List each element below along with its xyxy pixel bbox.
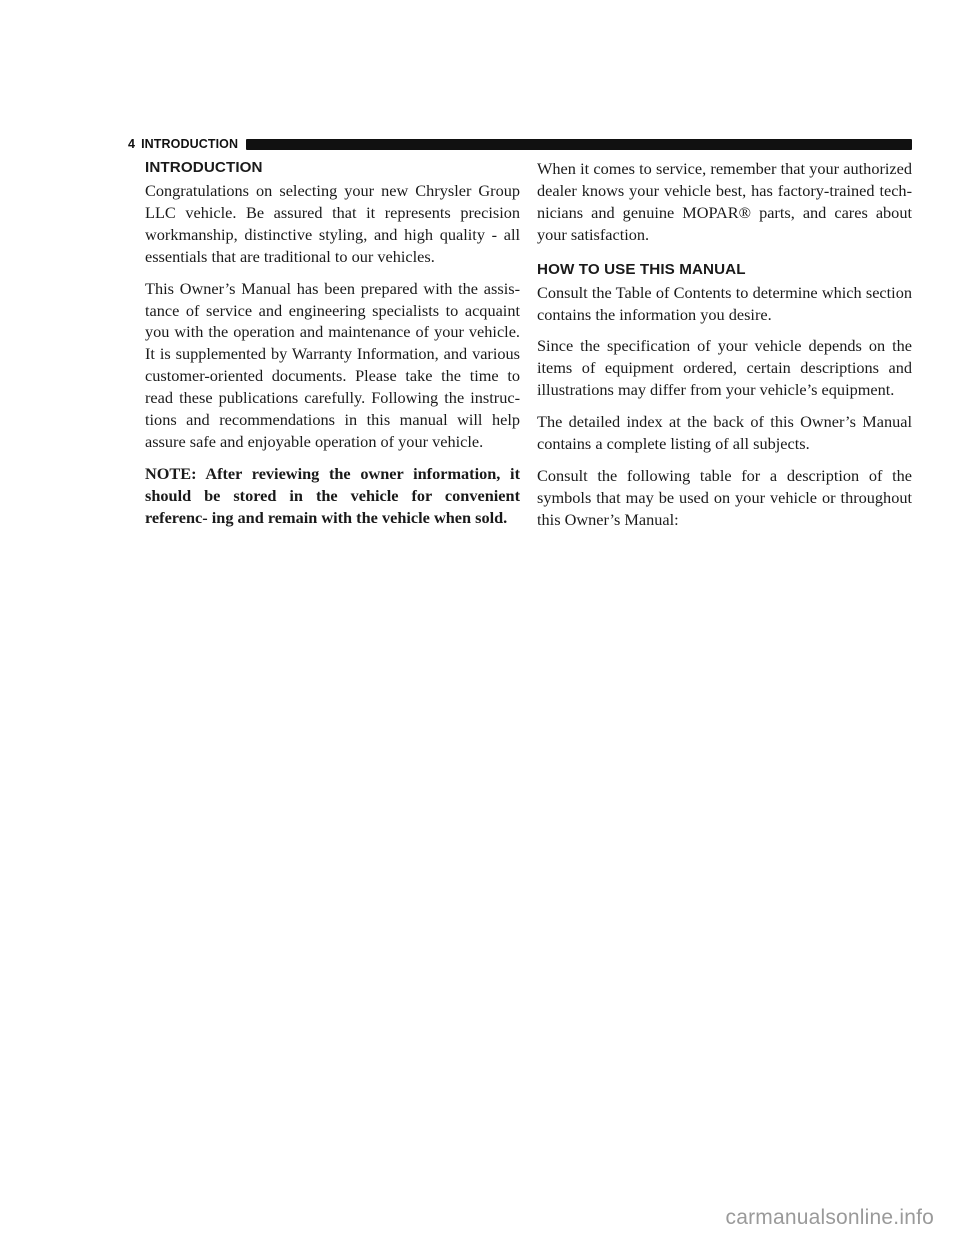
introduction-heading: INTRODUCTION bbox=[145, 159, 263, 176]
paragraph-specification: Since the specification of your vehicle depends on the items of equipment ordered, certain descriptions and illustrations may differ from your vehicle’s equipment. bbox=[537, 336, 912, 400]
section-title: INTRODUCTION bbox=[141, 137, 239, 151]
note-paragraph: NOTE: After reviewing the owner information, it should be stored in the vehicle for convenient referenc- ing and remain with the vehicle when sold. bbox=[145, 463, 520, 527]
paragraph-symbols-table: Consult the following table for a description of the symbols that may be used on your vehicle or throughout this Owner’s Manual: bbox=[537, 465, 912, 529]
paragraph-index: The detailed index at the back of this Owner’s Manual contains a complete listing of all subjects. bbox=[537, 412, 912, 454]
left-column bbox=[145, 158, 520, 539]
header-rule bbox=[246, 139, 912, 150]
page-header bbox=[128, 137, 912, 151]
right-column bbox=[537, 158, 912, 541]
page-number: 4 bbox=[128, 137, 136, 151]
watermark-text: carmanualsonline.info bbox=[725, 1206, 934, 1229]
paragraph-table-of-contents: Consult the Table of Contents to determine which section contains the information you desire. bbox=[537, 282, 912, 324]
paragraph-congratulations: Congratulations on selecting your new Chrysler Group LLC vehicle. Be assured that it represents precision workmanship, distinctive styling, and high quality - all essentials that are traditional to our vehicles. bbox=[145, 181, 520, 266]
paragraph-owners-manual: This Owner’s Manual has been prepared with the assis- tance of service and engineering specialists to acquaint you with the operation and maintenance of your vehicle. It is supplemented by Warranty Information, and various customer-oriented documents. Please take the time to read these publications carefully. Following the instruc- tions and recommendations in this manual will help assure safe and enjoyable operation of your vehicle. bbox=[145, 278, 520, 451]
paragraph-service: When it comes to service, remember that your authorized dealer knows your vehicle best, has factory-trained tech- nicians and genuine MOPAR® parts, and cares about your satisfaction. bbox=[537, 159, 912, 244]
how-to-use-heading: HOW TO USE THIS MANUAL bbox=[537, 260, 746, 278]
